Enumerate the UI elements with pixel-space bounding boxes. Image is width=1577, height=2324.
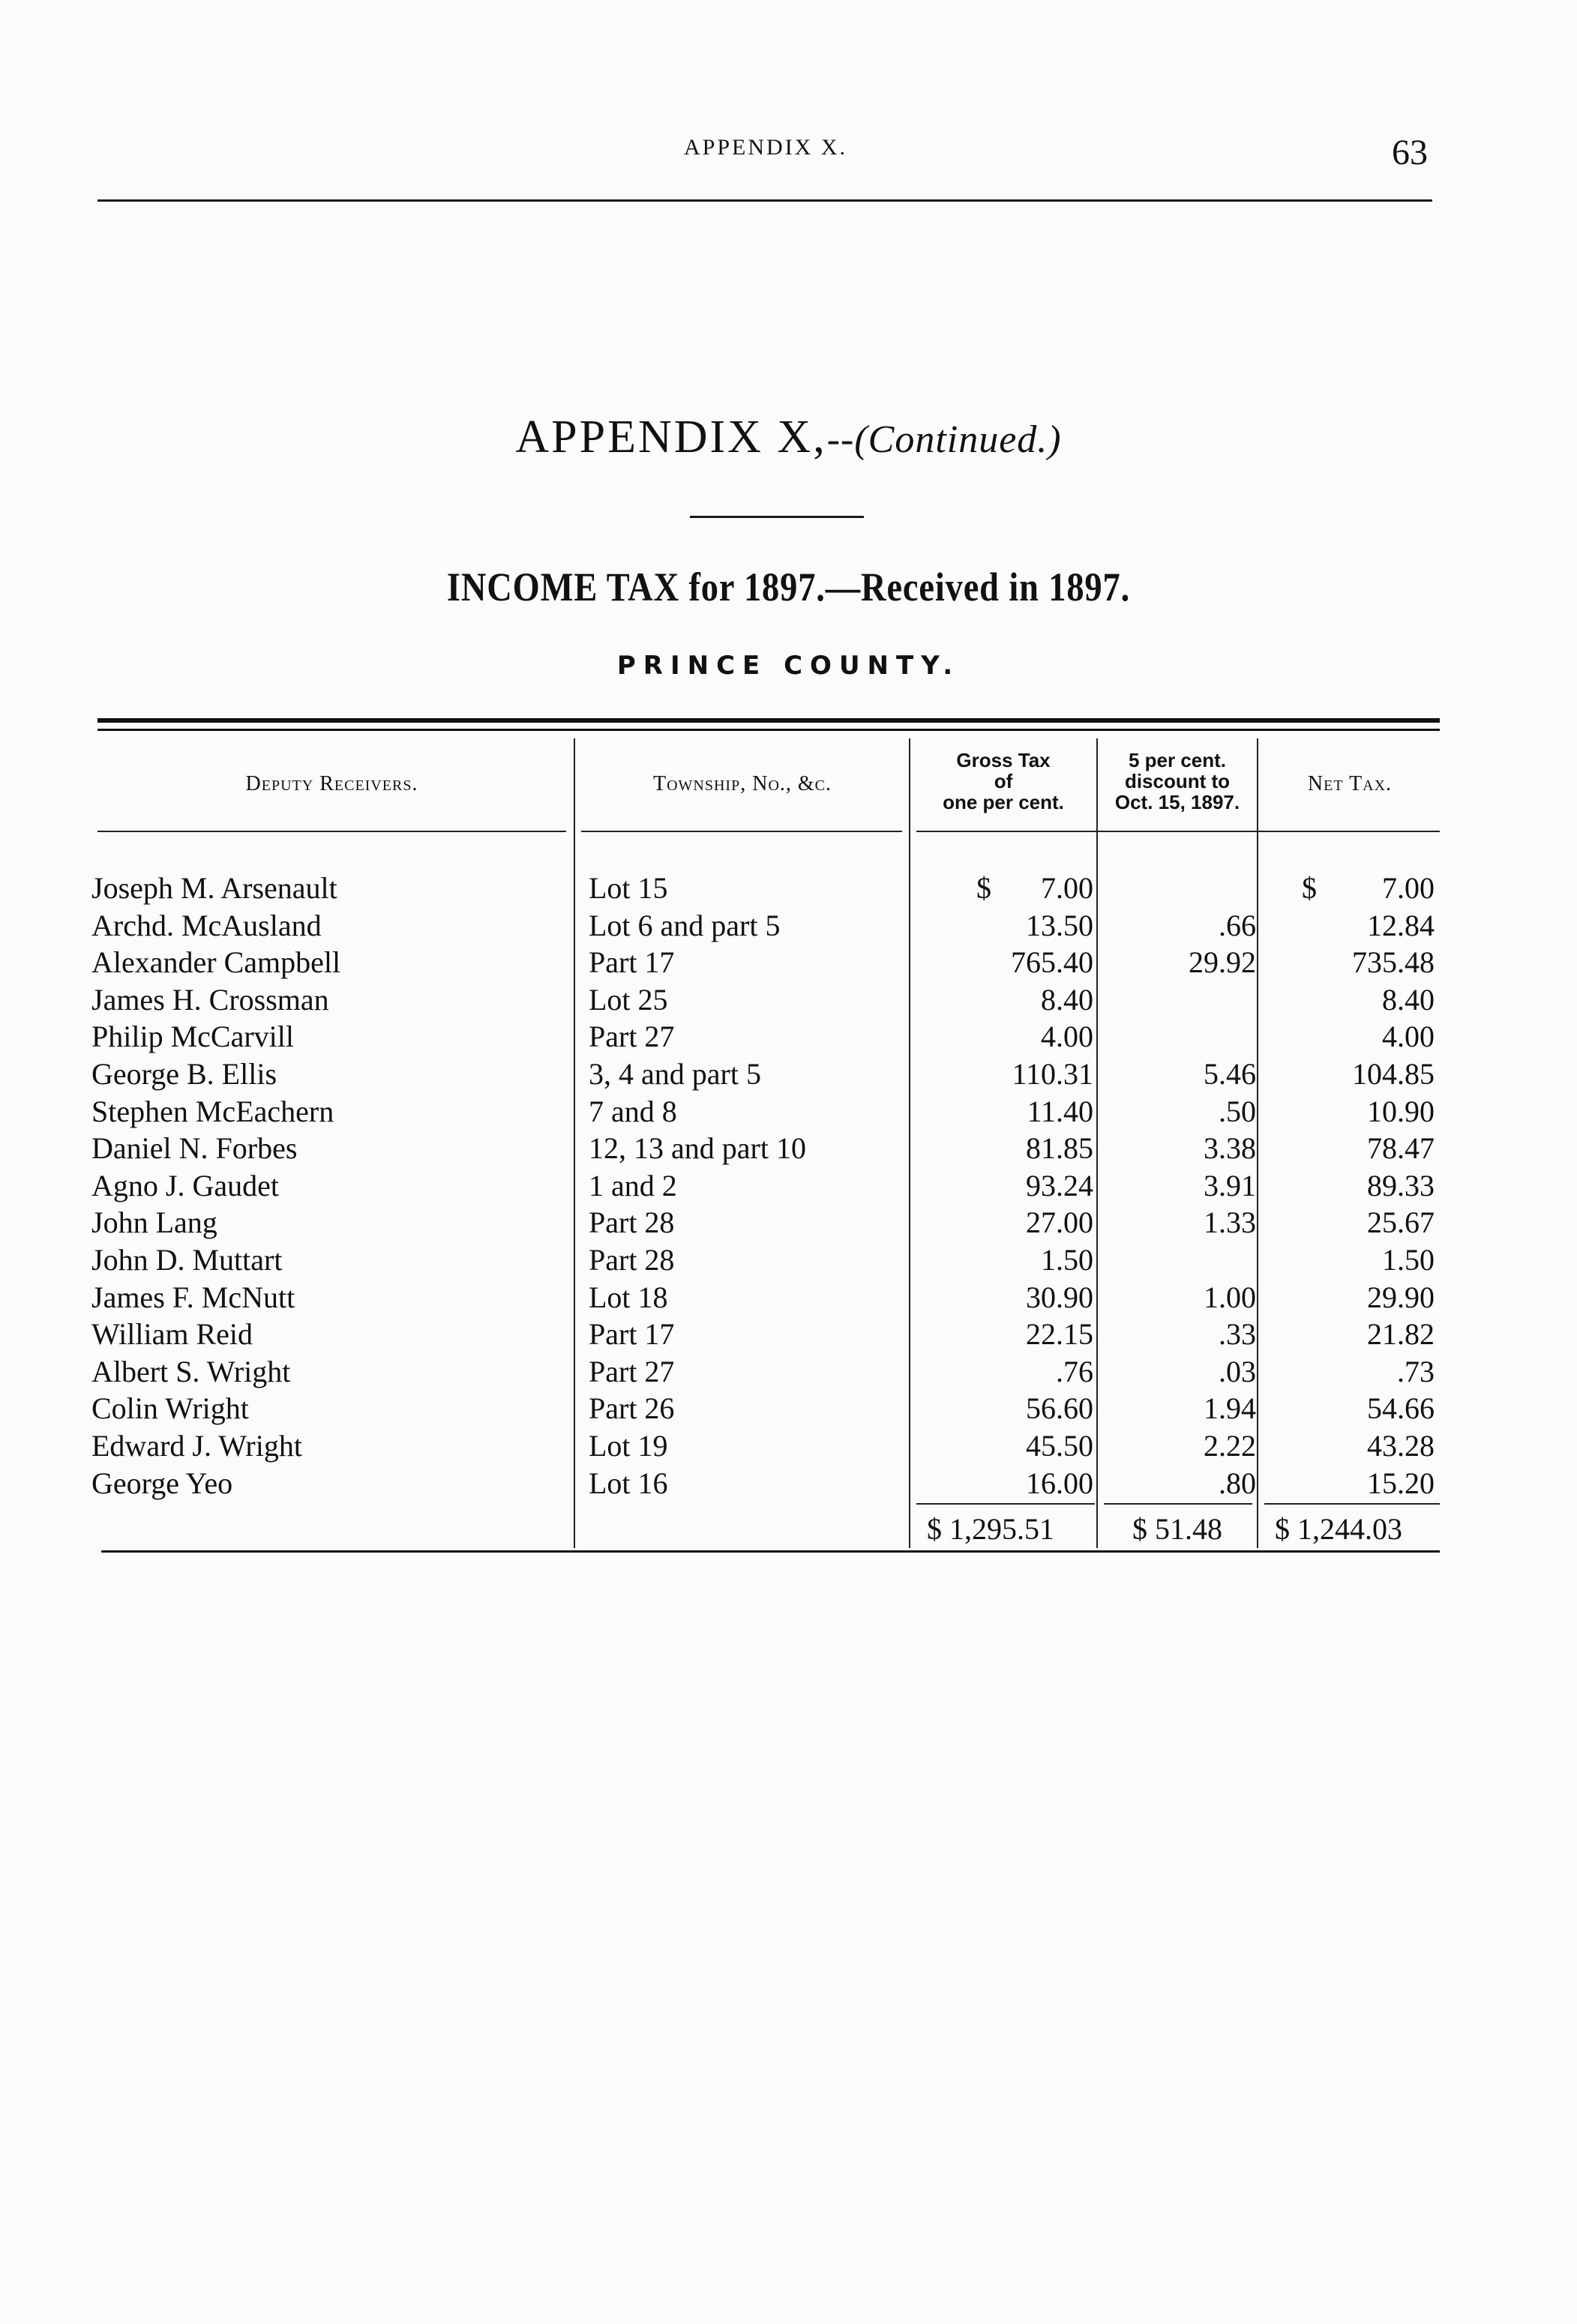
col-header-discount-line3: Oct. 15, 1897.	[1114, 791, 1240, 813]
cell-township: Lot 19	[589, 1428, 668, 1463]
total-net: $ 1,244.03	[1275, 1512, 1402, 1546]
cell-gross-tax: 93.24	[1026, 1168, 1093, 1202]
table-row	[0, 907, 1577, 945]
table-row	[0, 1018, 1577, 1056]
cell-gross-tax: 765.40	[1011, 945, 1093, 980]
cell-net-tax: 29.90	[1367, 1280, 1435, 1314]
table-row	[0, 1167, 1577, 1205]
cell-gross-tax: .76	[1056, 1354, 1093, 1388]
cell-gross-tax: 16.00	[1026, 1466, 1093, 1500]
col-header-net: Net Tax.	[1307, 772, 1393, 795]
cell-township: Part 27	[589, 1020, 675, 1054]
cell-discount: .50	[1219, 1094, 1256, 1128]
cell-deputy-name: Agno J. Gaudet	[91, 1168, 279, 1202]
col-header-deputy: Deputy Receivers.	[245, 772, 418, 795]
cell-discount: .33	[1219, 1317, 1256, 1352]
cell-deputy-name: Edward J. Wright	[91, 1428, 302, 1463]
cell-township: Lot 18	[589, 1280, 668, 1314]
cell-township: Part 28	[589, 1242, 675, 1277]
col-header-discount-line2: discount to	[1124, 770, 1231, 792]
table-row	[0, 870, 1577, 907]
cell-township: Lot 15	[589, 871, 668, 905]
county-heading: PRINCE COUNTY.	[616, 651, 961, 681]
table-row	[0, 1241, 1577, 1279]
cell-deputy-name: Joseph M. Arsenault	[91, 871, 337, 905]
table-top-rule-thick	[97, 718, 1440, 723]
cell-net-tax: 10.90	[1367, 1094, 1435, 1128]
cell-net-tax: 89.33	[1367, 1168, 1435, 1202]
appendix-title-main: APPENDIX X,	[515, 412, 827, 463]
cell-gross-tax: 4.00	[1041, 1020, 1093, 1054]
cell-net-tax: 1.50	[1382, 1242, 1435, 1277]
currency-symbol: $	[976, 871, 991, 905]
cell-net-tax: 54.66	[1367, 1391, 1435, 1426]
totals-row	[0, 1507, 1577, 1552]
cell-deputy-name: Stephen McEachern	[91, 1094, 334, 1128]
cell-township: Part 28	[589, 1205, 675, 1240]
total-rule	[916, 1503, 1095, 1505]
cell-net-tax: 21.82	[1367, 1317, 1435, 1352]
cell-discount: 3.91	[1204, 1168, 1256, 1202]
cell-discount: 3.38	[1204, 1131, 1256, 1166]
cell-township: 12, 13 and part 10	[589, 1131, 806, 1166]
cell-township: Part 17	[589, 1317, 675, 1352]
cell-gross-tax: 81.85	[1026, 1131, 1093, 1166]
cell-discount: 2.22	[1204, 1428, 1256, 1463]
cell-gross-tax: 1.50	[1041, 1242, 1093, 1277]
cell-net-tax: 104.85	[1352, 1056, 1435, 1091]
cell-net-tax: 12.84	[1367, 908, 1435, 942]
table-row	[0, 1204, 1577, 1241]
cell-discount: .03	[1219, 1354, 1256, 1388]
table-top-rule-thin	[97, 729, 1440, 731]
cell-discount: 5.46	[1204, 1056, 1256, 1091]
cell-township: Lot 16	[589, 1466, 668, 1500]
cell-township: Part 26	[589, 1391, 675, 1426]
cell-net-tax: 25.67	[1367, 1205, 1435, 1240]
total-rule	[1264, 1503, 1440, 1505]
cell-net-tax: 8.40	[1382, 982, 1435, 1017]
table-row	[0, 1465, 1577, 1502]
cell-net-tax: .73	[1397, 1354, 1435, 1388]
table-row	[0, 981, 1577, 1019]
cell-deputy-name: Archd. McAusland	[91, 908, 322, 942]
cell-deputy-name: John Lang	[91, 1205, 217, 1240]
cell-net-tax: 15.20	[1367, 1466, 1435, 1500]
col-header-discount	[1099, 750, 1255, 813]
header-underline	[916, 831, 1440, 832]
cell-deputy-name: Alexander Campbell	[91, 945, 341, 980]
cell-deputy-name: Daniel N. Forbes	[91, 1131, 298, 1166]
cell-deputy-name: John D. Muttart	[91, 1242, 283, 1277]
cell-gross-tax: 13.50	[1026, 908, 1093, 942]
col-header-gross-line3: one per cent.	[943, 791, 1064, 813]
table-row	[0, 1056, 1577, 1093]
cell-discount: .80	[1219, 1466, 1256, 1500]
cell-deputy-name: William Reid	[91, 1317, 253, 1352]
cell-net-tax: 78.47	[1367, 1131, 1435, 1166]
cell-net-tax: 7.00	[1382, 871, 1435, 905]
cell-gross-tax: 110.31	[1012, 1056, 1093, 1091]
cell-deputy-name: George Yeo	[91, 1466, 233, 1500]
cell-net-tax: 4.00	[1382, 1020, 1435, 1054]
header-rule	[97, 199, 1432, 202]
cell-deputy-name: James H. Crossman	[91, 982, 329, 1017]
cell-gross-tax: 11.40	[1027, 1094, 1093, 1128]
table-row	[0, 1093, 1577, 1131]
table-row	[0, 1316, 1577, 1353]
cell-township: Lot 25	[589, 982, 668, 1017]
cell-gross-tax: 56.60	[1026, 1391, 1093, 1426]
cell-gross-tax: 8.40	[1041, 982, 1093, 1017]
cell-deputy-name: James F. McNutt	[91, 1280, 295, 1314]
cell-township: 1 and 2	[589, 1168, 677, 1202]
total-discount: $ 51.48	[1132, 1512, 1222, 1546]
col-header-discount-line1: 5 per cent.	[1128, 749, 1227, 771]
table-bottom-rule	[101, 1550, 1440, 1553]
cell-discount: 1.00	[1204, 1280, 1256, 1314]
page-number: 63	[1392, 133, 1428, 172]
cell-township: 3, 4 and part 5	[589, 1056, 761, 1091]
cell-discount: 1.33	[1204, 1205, 1256, 1240]
cell-township: Part 27	[589, 1354, 675, 1388]
cell-gross-tax: 30.90	[1026, 1280, 1093, 1314]
cell-township: 7 and 8	[589, 1094, 677, 1128]
cell-township: Lot 6 and part 5	[589, 908, 781, 942]
table-subtitle: INCOME TAX for 1897.—Received in 1897.	[446, 565, 1131, 609]
appendix-title-continued: --(Continued.)	[826, 418, 1062, 461]
cell-gross-tax: 22.15	[1026, 1317, 1093, 1352]
col-header-gross	[912, 750, 1095, 813]
cell-gross-tax: 45.50	[1026, 1428, 1093, 1463]
header-underline	[97, 831, 566, 832]
header-underline	[581, 831, 902, 832]
table-row	[0, 1390, 1577, 1427]
table-row	[0, 1427, 1577, 1465]
cell-net-tax: 735.48	[1352, 945, 1435, 980]
col-header-township: Township, No., &c.	[653, 772, 832, 795]
col-header-gross-line1: Gross Tax	[956, 749, 1051, 771]
cell-township: Part 17	[589, 945, 675, 980]
cell-net-tax: 43.28	[1367, 1428, 1435, 1463]
cell-deputy-name: Albert S. Wright	[91, 1354, 291, 1388]
col-header-gross-line2: of	[994, 770, 1013, 792]
cell-deputy-name: Colin Wright	[91, 1391, 249, 1426]
table-body	[0, 870, 1577, 1502]
cell-discount: .66	[1219, 908, 1256, 942]
cell-discount: 29.92	[1189, 945, 1256, 980]
table-row	[0, 1130, 1577, 1167]
running-head: APPENDIX X.	[684, 135, 848, 160]
table-row	[0, 944, 1577, 981]
cell-gross-tax: 27.00	[1026, 1205, 1093, 1240]
title-divider	[690, 516, 864, 518]
cell-deputy-name: George B. Ellis	[91, 1056, 277, 1091]
total-gross: $ 1,295.51	[927, 1512, 1054, 1546]
total-rule	[1104, 1503, 1252, 1505]
cell-gross-tax: 7.00	[1041, 871, 1093, 905]
appendix-title	[0, 411, 1577, 464]
cell-discount: 1.94	[1204, 1391, 1256, 1426]
table-row	[0, 1279, 1577, 1316]
table-row	[0, 1353, 1577, 1391]
cell-deputy-name: Philip McCarvill	[91, 1020, 294, 1054]
currency-symbol: $	[1302, 871, 1317, 905]
